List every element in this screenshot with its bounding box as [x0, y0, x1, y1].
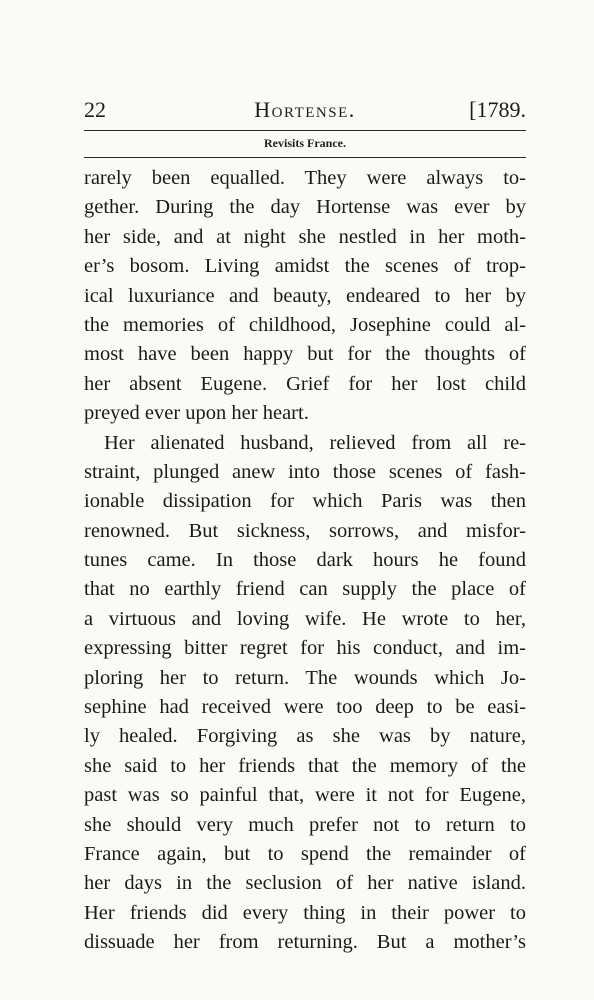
text-line: ploring her to return. The wounds which Jo-	[84, 666, 526, 689]
text-line: past was so painful that, were it not for Eugene,	[84, 784, 526, 807]
header-year: [1789.	[469, 97, 526, 122]
text-line: rarely been equalled. They were always to-	[84, 167, 526, 189]
text-line: straint, plunged anew into those scenes of fash-	[84, 460, 526, 483]
text-line: preyed ever upon her heart.	[84, 402, 309, 425]
text-line: a virtuous and loving wife. He wrote to her,	[84, 607, 526, 630]
text-line: most have been happy but for the thoughts of	[84, 343, 526, 366]
text-line: ly healed. Forgiving as she was by nature,	[84, 725, 526, 748]
page-header	[84, 96, 526, 124]
header-rule-top	[84, 130, 526, 131]
text-line: she said to her friends that the memory of the	[84, 754, 526, 777]
text-line: dissuade her from returning. But a mother’s	[84, 931, 526, 954]
text-line: Her friends did every thing in their power to	[84, 901, 526, 924]
text-line: Her alienated husband, relieved from all re-	[104, 431, 526, 454]
text-line: ionable dissipation for which Paris was then	[84, 490, 526, 513]
running-title: Hortense.	[254, 97, 356, 122]
text-line: her side, and at night she nestled in her moth-	[84, 225, 526, 248]
text-line: that no earthly friend can supply the place of	[84, 578, 526, 601]
body-text	[84, 164, 526, 958]
section-subheading: Revisits France.	[264, 136, 346, 150]
text-line: tunes came. In those dark hours he found	[84, 549, 526, 572]
page-number: 22	[84, 97, 106, 122]
text-line: the memories of childhood, Josephine could al-	[84, 313, 526, 336]
text-line: renowned. But sickness, sorrows, and misfor-	[84, 519, 526, 542]
text-line: her absent Eugene. Grief for her lost child	[84, 372, 526, 395]
text-line: she should very much prefer not to return to	[84, 813, 526, 836]
text-line: France again, but to spend the remainder of	[84, 842, 526, 865]
text-line: er’s bosom. Living amidst the scenes of trop-	[84, 255, 526, 278]
text-line: ical luxuriance and beauty, endeared to her by	[84, 284, 526, 307]
text-line: expressing bitter regret for his conduct, and im-	[84, 637, 526, 660]
text-line: sephine had received were too deep to be easi-	[84, 696, 526, 719]
header-rule-bottom	[84, 157, 526, 158]
text-line: her days in the seclusion of her native island.	[84, 872, 526, 895]
text-line: gether. During the day Hortense was ever by	[84, 196, 526, 219]
